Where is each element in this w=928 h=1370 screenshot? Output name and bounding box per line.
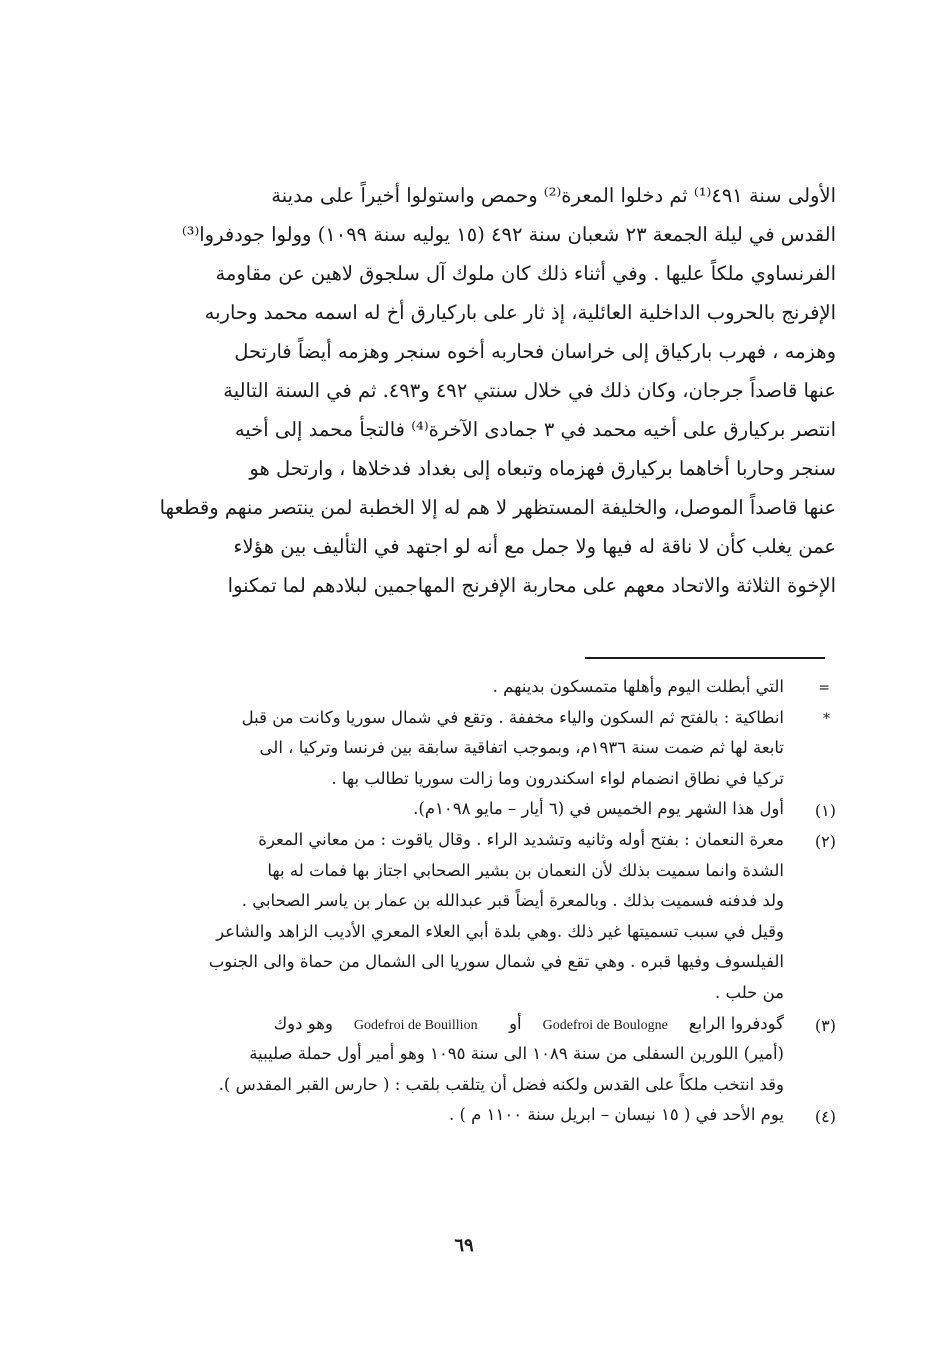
- footnote-line: انطاكية : بالفتح ثم السكون والياء مخففة . وتقع في شمال سوريا وكانت من قبل: [241, 707, 784, 727]
- main-text-line: سنجر وحاربا أخاهما بركيارق فهزماه وتبعاه إلى بغداد فدخلاها ، وارتحل هو: [249, 457, 836, 480]
- footnote-4: [118, 1100, 836, 1131]
- main-text-line: الإخوة الثلاثة والاتحاد معهم على محاربة الإفرنج المهاجمين لبلادهم لما تمكنوا: [227, 574, 836, 597]
- page-number: ٦٩: [454, 1235, 474, 1256]
- main-text-line: الفرنساوي ملكاً عليها . وفي أثناء ذلك كان ملوك آل سلجوق لاهين عن مقاومة: [215, 262, 836, 285]
- footnote-number: (١): [814, 801, 836, 821]
- footnote-line: وقيل في سبب تسميتها غير ذلك .وهي بلدة أبي العلاء المعري الأديب الزاهد والشاعر: [216, 921, 784, 941]
- main-text-line: انتصر بركيارق على أخيه محمد في ٣ جمادى الآخرة⁽⁴⁾ فالتجأ محمد إلى أخيه: [234, 418, 836, 441]
- footnote-number: (٤): [814, 1107, 836, 1127]
- footnote-marker: =: [818, 680, 830, 696]
- footnote-1: [118, 794, 836, 825]
- footnote-line: أول هذا الشهر يوم الخميس في (٦ أيار – مايو ١٠٩٨م).: [413, 799, 784, 819]
- main-text-line: الإفرنج بالحروب الداخلية العائلية، إذ ثار على باركيارق أخ له اسمه محمد وحاربه: [204, 301, 836, 324]
- footnote-line: معرة النعمان : بفتح أوله وثانيه وتشديد الراء . وقال ياقوت : من معاني المعرة: [258, 829, 784, 849]
- footnote-text: وهو دوك: [273, 1013, 333, 1033]
- main-text-line: عنها قاصداً جرجان، وكان ذلك في خلال سنتي ٤٩٢ و٤٩٣. ثم في السنة التالية: [223, 379, 836, 402]
- footnote-line: يوم الأحد في ( ١٥ نيسان – ابريل سنة ١١٠٠ م ) .: [448, 1105, 784, 1125]
- footnote-line: وقد انتخب ملكاً على القدس ولكنه فضل أن يتلقب بلقب : ( حارس القبر المقدس ).: [218, 1074, 784, 1094]
- footnote-number: (٢): [814, 831, 836, 851]
- footnote-text: أو: [509, 1013, 522, 1033]
- footnote-continuation: [118, 672, 836, 703]
- footnote-3: [118, 1009, 836, 1101]
- footnote-antakya: [118, 703, 836, 795]
- footnote-line: [118, 1009, 784, 1040]
- footnote-line: (أمير) اللورين السفلى من سنة ١٠٨٩ الى سنة ١٠٩٥ وهو أمير أول حملة صليبية: [249, 1044, 784, 1064]
- main-text-block: [118, 176, 836, 605]
- footnote-2: [118, 825, 836, 1009]
- footnote-marker: *: [823, 710, 830, 727]
- footnote-line: من حلب .: [715, 982, 784, 1002]
- main-text-line: عمن يغلب كأن لا ناقة له فيها ولا جمل مع أنه لو اجتهد في التأليف بين هؤلاء: [233, 535, 836, 558]
- footnote-separator: [585, 657, 825, 659]
- main-text-line: عنها قاصداً الموصل، والخليفة المستظهر لا هم له إلا الخطبة لمن ينتصر منهم وقطعها: [159, 496, 836, 519]
- footnote-line: تركيا في نطاق انضمام لواء اسكندرون وما زالت سوريا تطالب بها .: [331, 768, 784, 788]
- main-text-line: الأولى سنة ٤٩١⁽¹⁾ ثم دخلوا المعرة⁽²⁾ وحمص واستولوا أخيراً على مدينة: [271, 184, 836, 207]
- footnote-line: التي أبطلت اليوم وأهلها متمسكون بدينهم .: [492, 677, 784, 696]
- latin-name: Godefroi de Boulogne: [542, 1017, 668, 1033]
- footnote-number: (٣): [814, 1015, 836, 1035]
- footnote-line: الشدة وانما سميت بذلك لأن النعمان بن بشير الصحابي اجتاز بها فمات له بها: [267, 860, 784, 880]
- footnotes-section: [118, 672, 836, 1131]
- footnote-line: تابعة لها ثم ضمت سنة ١٩٣٦م، وبموجب اتفاقية سابقة بين فرنسا وتركيا ، الى: [259, 738, 784, 758]
- footnote-line: ولد فدفنه فسميت بذلك . وبالمعرة أيضاً قبر عبدالله بن عمار بن ياسر الصحابي .: [241, 891, 784, 911]
- main-text-line: وهزمه ، فهرب باركياق إلى خراسان فحاربه أخوه سنجر وهزمه أيضاً فارتحل: [234, 340, 836, 363]
- footnote-line: الفيلسوف وفيها قبره . وهي تقع في شمال سوريا الى الشمال من حماة والى الجنوب: [208, 952, 784, 972]
- main-text-line: القدس في ليلة الجمعة ٢٣ شعبان سنة ٤٩٢ (١٥ يوليه سنة ١٠٩٩) وولوا جودفروا⁽³⁾: [181, 223, 836, 246]
- footnote-text: گودفروا الرابع: [688, 1013, 784, 1033]
- latin-name: Godefroi de Bouillion: [353, 1017, 478, 1033]
